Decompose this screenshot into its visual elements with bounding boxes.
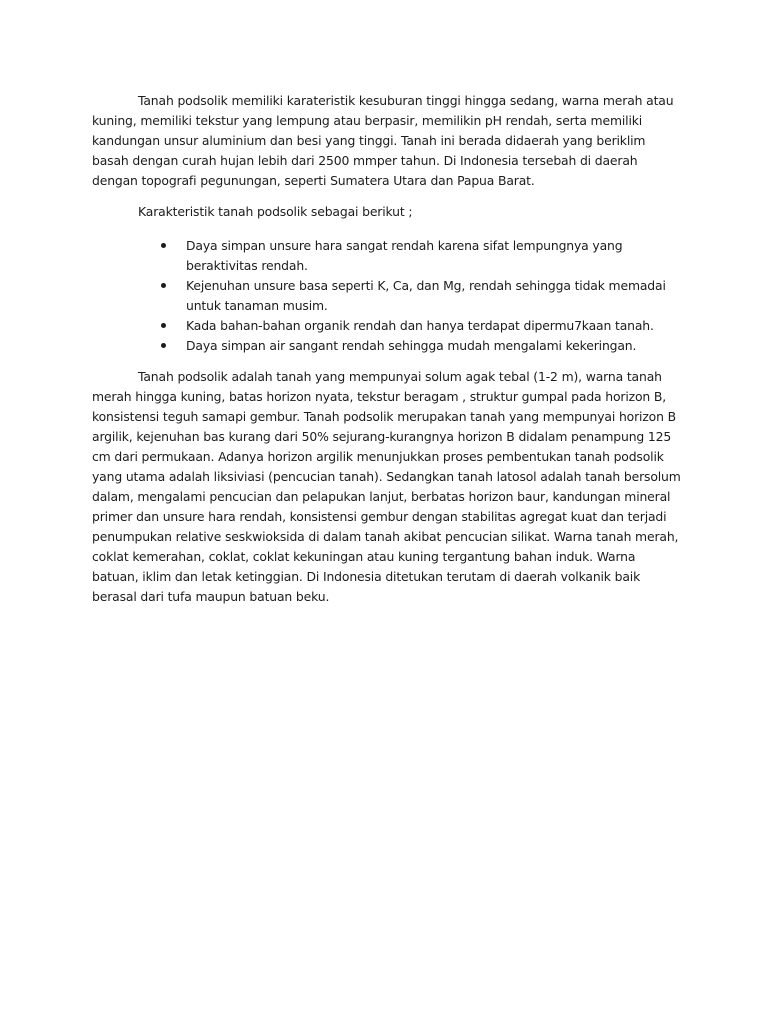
list-item-text: Kada bahan-bahan organik rendah dan hanya terdapat dipermu7kaan tanah. (186, 318, 654, 333)
list-item (92, 316, 682, 336)
bullet-icon (161, 283, 166, 288)
list-item (92, 276, 682, 316)
paragraph-description: Tanah podsolik adalah tanah yang mempunyai solum agak tebal (1-2 m), warna tanah merah hingga kuning, batas horizon nyata, tekstur beragam , struktur gumpal pada horizon B, konsistensi teguh samapi gembur. Tanah podsolik merupakan tanah yang mempunyai horizon B argilik, kejenuhan bas kurang dari 50% sejurang-kurangnya horizon B didalam penampung 125 cm dari permukaan. Adanya horizon argilik menunjukkan proses pembentukan tanah podsolik yang utama adalah liksiviasi (pencucian tanah). Sedangkan tanah latosol adalah tanah bersolum dalam, mengalami pencucian dan pelapukan lanjut, berbatas horizon baur, kandungan mineral primer dan unsure hara rendah, konsistensi gembur dengan stabilitas agregat kuat dan terjadi penumpukan relative seskwioksida di dalam tanah akibat pencucian silikat. Warna tanah merah, coklat kemerahan, coklat, coklat kekuningan atau kuning tergantung bahan induk. Warna batuan, iklim dan letak ketinggian. Di Indonesia ditetukan terutam di daerah volkanik baik berasal dari tufa maupun batuan beku. (92, 369, 681, 604)
list-item (92, 236, 682, 276)
paragraph-intro: Tanah podsolik memiliki karateristik kesuburan tinggi hingga sedang, warna merah atau kuning, memiliki tekstur yang lempung atau berpasir, memilikin pH rendah, serta memiliki kandungan unsur aluminium dan besi yang tinggi. Tanah ini berada didaerah yang beriklim basah dengan curah hujan lebih dari 2500 mmper tahun. Di Indonesia tersebah di daerah dengan topografi pegunungan, seperti Sumatera Utara dan Papua Barat. (92, 93, 674, 188)
document-body (92, 91, 682, 607)
bullet-icon (161, 243, 166, 248)
characteristics-list (92, 236, 682, 356)
list-item (92, 336, 682, 356)
bullet-icon (161, 343, 166, 348)
list-intro: Karakteristik tanah podsolik sebagai berikut ; (138, 204, 413, 219)
bullet-icon (161, 323, 166, 328)
list-item-text: Daya simpan unsure hara sangat rendah karena sifat lempungnya yang beraktivitas rendah. (186, 238, 623, 273)
list-item-text: Kejenuhan unsure basa seperti K, Ca, dan Mg, rendah sehingga tidak memadai untuk tanaman musim. (186, 278, 666, 313)
list-item-text: Daya simpan air sangant rendah sehingga mudah mengalami kekeringan. (186, 338, 637, 353)
